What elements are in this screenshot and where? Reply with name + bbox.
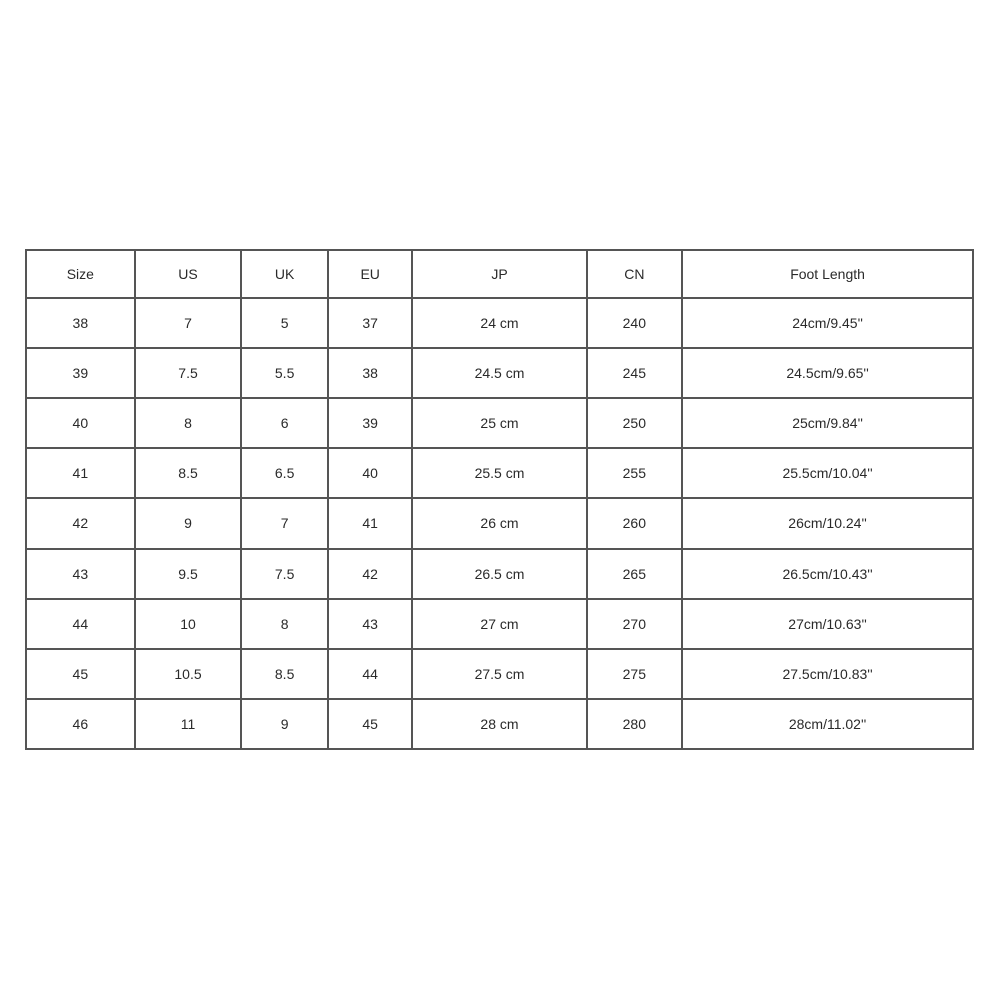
cell-eu: 38: [328, 348, 413, 398]
cell-cn: 255: [587, 448, 683, 498]
table-body: [26, 298, 973, 749]
cell-jp: 27.5 cm: [412, 649, 586, 699]
cell-foot-length: 24.5cm/9.65'': [682, 348, 973, 398]
cell-eu: 45: [328, 699, 413, 749]
cell-foot-length: 24cm/9.45'': [682, 298, 973, 348]
cell-foot-length: 28cm/11.02'': [682, 699, 973, 749]
cell-eu: 37: [328, 298, 413, 348]
size-chart-table: [25, 249, 974, 750]
header-cn: CN: [587, 250, 683, 298]
table-row: [26, 649, 973, 699]
cell-jp: 24 cm: [412, 298, 586, 348]
cell-jp: 25.5 cm: [412, 448, 586, 498]
cell-uk: 9: [241, 699, 328, 749]
cell-cn: 260: [587, 498, 683, 548]
cell-us: 9: [135, 498, 242, 548]
table-row: [26, 398, 973, 448]
cell-size: 43: [26, 549, 135, 599]
cell-uk: 5: [241, 298, 328, 348]
cell-foot-length: 25.5cm/10.04'': [682, 448, 973, 498]
cell-uk: 8: [241, 599, 328, 649]
cell-eu: 43: [328, 599, 413, 649]
cell-size: 38: [26, 298, 135, 348]
cell-foot-length: 25cm/9.84'': [682, 398, 973, 448]
cell-eu: 41: [328, 498, 413, 548]
cell-us: 11: [135, 699, 242, 749]
cell-foot-length: 26.5cm/10.43'': [682, 549, 973, 599]
header-foot-length: Foot Length: [682, 250, 973, 298]
cell-size: 45: [26, 649, 135, 699]
cell-us: 7: [135, 298, 242, 348]
cell-us: 9.5: [135, 549, 242, 599]
cell-foot-length: 27cm/10.63'': [682, 599, 973, 649]
header-row: [26, 250, 973, 298]
cell-size: 44: [26, 599, 135, 649]
cell-eu: 42: [328, 549, 413, 599]
table-header: [26, 250, 973, 298]
cell-size: 42: [26, 498, 135, 548]
table-row: [26, 448, 973, 498]
cell-uk: 6: [241, 398, 328, 448]
table-row: [26, 699, 973, 749]
cell-jp: 24.5 cm: [412, 348, 586, 398]
header-eu: EU: [328, 250, 413, 298]
cell-uk: 8.5: [241, 649, 328, 699]
cell-us: 8: [135, 398, 242, 448]
cell-us: 10: [135, 599, 242, 649]
cell-cn: 265: [587, 549, 683, 599]
cell-uk: 7.5: [241, 549, 328, 599]
header-size: Size: [26, 250, 135, 298]
header-jp: JP: [412, 250, 586, 298]
cell-jp: 26 cm: [412, 498, 586, 548]
cell-us: 7.5: [135, 348, 242, 398]
cell-cn: 250: [587, 398, 683, 448]
table-row: [26, 348, 973, 398]
cell-foot-length: 26cm/10.24'': [682, 498, 973, 548]
cell-eu: 44: [328, 649, 413, 699]
cell-cn: 275: [587, 649, 683, 699]
cell-us: 8.5: [135, 448, 242, 498]
cell-eu: 39: [328, 398, 413, 448]
cell-cn: 240: [587, 298, 683, 348]
cell-size: 40: [26, 398, 135, 448]
table-row: [26, 599, 973, 649]
cell-eu: 40: [328, 448, 413, 498]
cell-jp: 27 cm: [412, 599, 586, 649]
cell-cn: 270: [587, 599, 683, 649]
table-row: [26, 298, 973, 348]
cell-jp: 28 cm: [412, 699, 586, 749]
cell-uk: 7: [241, 498, 328, 548]
header-us: US: [135, 250, 242, 298]
cell-foot-length: 27.5cm/10.83'': [682, 649, 973, 699]
cell-jp: 26.5 cm: [412, 549, 586, 599]
cell-size: 46: [26, 699, 135, 749]
header-uk: UK: [241, 250, 328, 298]
cell-jp: 25 cm: [412, 398, 586, 448]
cell-cn: 245: [587, 348, 683, 398]
cell-uk: 6.5: [241, 448, 328, 498]
table-row: [26, 549, 973, 599]
cell-uk: 5.5: [241, 348, 328, 398]
cell-size: 39: [26, 348, 135, 398]
cell-cn: 280: [587, 699, 683, 749]
cell-size: 41: [26, 448, 135, 498]
table-row: [26, 498, 973, 548]
cell-us: 10.5: [135, 649, 242, 699]
